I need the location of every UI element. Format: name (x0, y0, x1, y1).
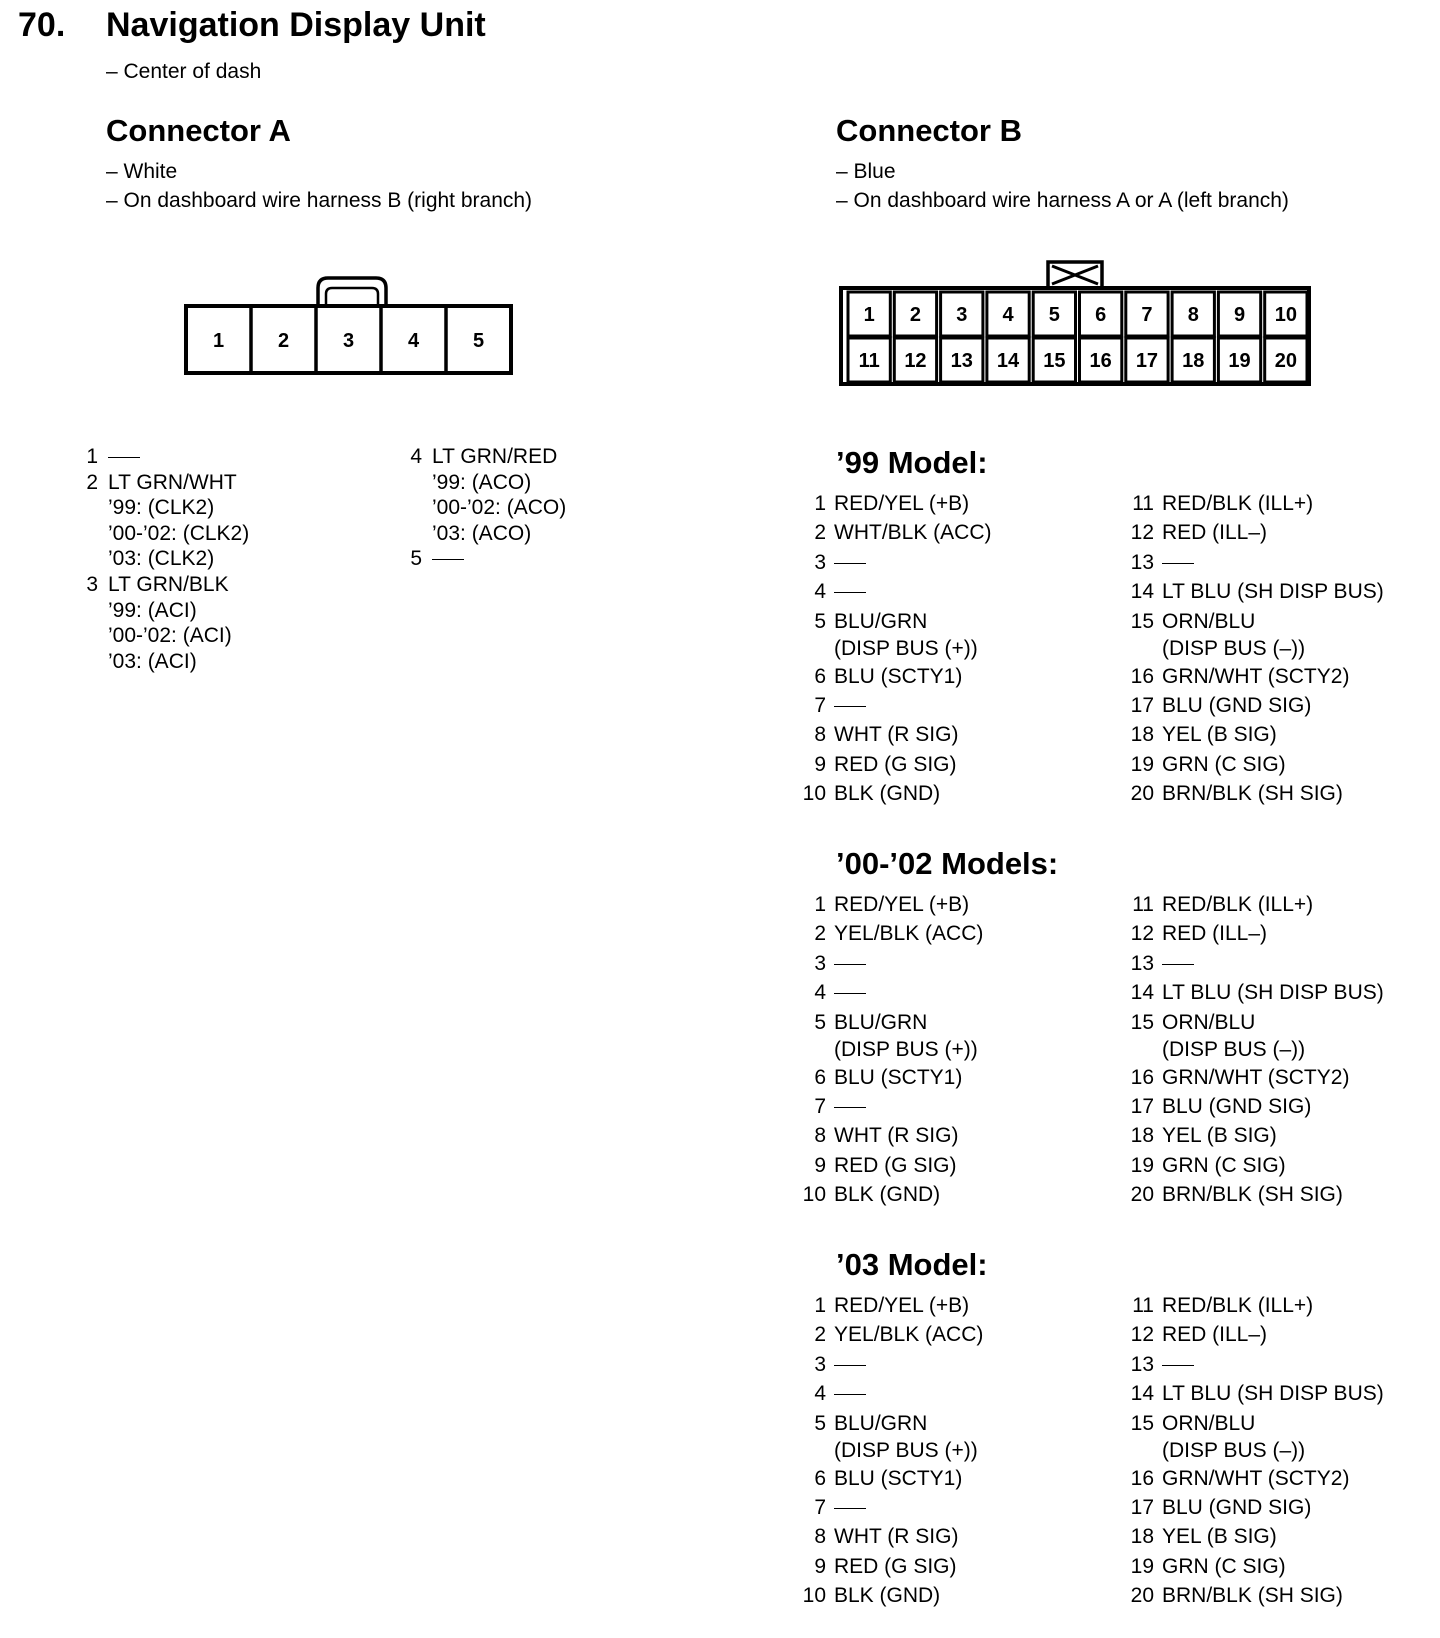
pin-description: ORN/BLU (1162, 1010, 1256, 1034)
pin-row (796, 1063, 1106, 1092)
pin-description: ’99: (CLK2) (108, 496, 215, 520)
pin-description: WHT (R SIG) (834, 1124, 959, 1148)
pin-row (1124, 1063, 1434, 1092)
pin-description: GRN (C SIG) (1162, 1153, 1286, 1177)
pin-number: 12 (1130, 521, 1154, 545)
pin-row (1124, 1037, 1434, 1063)
pin-number: 19 (1130, 1554, 1154, 1578)
pin-description: ORN/BLU (1162, 609, 1256, 633)
connector-b-terminal-3: 3 (956, 304, 968, 326)
pin-description: BRN/BLK (SH SIG) (1162, 782, 1343, 806)
connector-b-terminal-1: 1 (863, 304, 875, 326)
pin-row (1124, 978, 1434, 1007)
pin-description: BLU (GND SIG) (1162, 1495, 1312, 1519)
pin-row (796, 1151, 1106, 1180)
pin-number: 4 (814, 1382, 826, 1406)
pin-row (1124, 1522, 1434, 1551)
pin-description: RED (G SIG) (834, 1153, 957, 1177)
model-99-pins-left (796, 489, 1106, 809)
pin-description: BLU (GND SIG) (1162, 693, 1312, 717)
pin-row (796, 662, 1106, 691)
pin-description: BLU (SCTY1) (834, 1466, 963, 1490)
pin-number: 14 (1130, 981, 1154, 1005)
pin-row (1124, 949, 1434, 978)
pin-row (1124, 607, 1434, 636)
pin-number: 10 (802, 1183, 826, 1207)
connector-b-terminal-18: 18 (1182, 350, 1205, 372)
pin-description: RED/BLK (ILL+) (1162, 1294, 1314, 1317)
pin-number: 6 (814, 1466, 826, 1490)
pin-row (1124, 691, 1434, 720)
pin-description: BLK (GND) (834, 1183, 941, 1207)
pin-row (1124, 518, 1434, 547)
pin-description: BLK (GND) (834, 1584, 941, 1608)
pin-row (1124, 720, 1434, 749)
pin-number: 19 (1130, 752, 1154, 776)
pin-description: (DISP BUS (–)) (1162, 1438, 1306, 1462)
pin-row (1124, 1291, 1434, 1320)
pin-number: 7 (814, 693, 826, 717)
pin-row (796, 1552, 1106, 1581)
pin-number: 9 (814, 1554, 826, 1578)
pin-description (830, 548, 866, 577)
no-wire-dash (1162, 1365, 1194, 1366)
model-00-02-pins-left (796, 890, 1106, 1210)
pin-number: 18 (1130, 723, 1154, 747)
connector-a-color: – White (106, 160, 178, 183)
pin-number: 8 (814, 1525, 826, 1549)
pin-row (796, 1291, 1106, 1320)
connector-b-color: – Blue (836, 160, 896, 183)
pin-description: WHT (R SIG) (834, 723, 959, 747)
pin-number: 14 (1130, 580, 1154, 604)
pin-number: 20 (1130, 1183, 1154, 1207)
connector-b-terminal-19: 19 (1228, 350, 1251, 372)
pin-description: RED/BLK (ILL+) (1162, 492, 1314, 515)
model-03-title: ’03 Model: (836, 1247, 988, 1282)
pin-number: 8 (814, 723, 826, 747)
pin-number: 11 (1132, 893, 1154, 916)
model-99-pins-right (1124, 489, 1434, 809)
pin-row (1124, 1092, 1434, 1121)
pin-row (1124, 1151, 1434, 1180)
pin-row (796, 779, 1106, 808)
no-wire-dash (834, 592, 866, 593)
connector-b-terminal-11: 11 (858, 350, 880, 372)
pin-description (830, 1493, 866, 1522)
pin-description: YEL (B SIG) (1162, 1124, 1277, 1148)
connector-b-terminal-7: 7 (1141, 304, 1153, 326)
pin-description: ’03: (ACO) (432, 521, 532, 545)
pin-number: 7 (814, 1094, 826, 1118)
pin-number: 5 (814, 1411, 826, 1435)
pin-description (830, 949, 866, 978)
connector-a-pins-right (408, 444, 708, 572)
connector-b-terminal-14: 14 (996, 350, 1020, 372)
pin-description: (DISP BUS (–)) (1162, 636, 1306, 660)
pin-description: ’00-’02: (ACI) (108, 624, 232, 648)
connector-a-terminal-4: 4 (407, 330, 420, 352)
pin-number: 4 (410, 445, 422, 468)
pin-row (84, 649, 384, 675)
pin-description: RED/BLK (ILL+) (1162, 893, 1314, 916)
pin-row (796, 919, 1106, 948)
pin-row (1124, 1552, 1434, 1581)
pin-description: RED (ILL–) (1162, 1323, 1268, 1347)
pin-row (796, 1121, 1106, 1150)
connector-b-terminal-12: 12 (904, 350, 927, 372)
connector-b-terminal-15: 15 (1043, 350, 1066, 372)
connector-a-harness: – On dashboard wire harness B (right branch) (106, 189, 533, 212)
pin-number: 17 (1130, 693, 1154, 717)
connector-a-terminal-5: 5 (472, 330, 485, 352)
pin-row (796, 1379, 1106, 1408)
pin-number: 5 (814, 609, 826, 633)
pin-row (1124, 1493, 1434, 1522)
pin-row (796, 1464, 1106, 1493)
no-wire-dash (834, 993, 866, 994)
connector-a-terminal-2: 2 (277, 330, 290, 352)
pin-description: GRN/WHT (SCTY2) (1162, 1065, 1350, 1089)
pin-row (84, 444, 384, 470)
pin-row (1124, 1438, 1434, 1464)
pin-number: 11 (1132, 1294, 1154, 1317)
pin-row (1124, 1180, 1434, 1209)
pin-row (796, 890, 1106, 919)
pin-row (796, 607, 1106, 636)
pin-description: BLU (SCTY1) (834, 1065, 963, 1089)
pin-row (1124, 1379, 1434, 1408)
pin-number: 20 (1130, 1584, 1154, 1608)
connector-b-terminal-9: 9 (1233, 304, 1246, 326)
pin-description: RED/YEL (+B) (834, 492, 970, 515)
pin-row (1124, 548, 1434, 577)
pin-description: ’99: (ACI) (108, 598, 197, 622)
no-wire-dash (834, 964, 866, 965)
pin-number: 3 (86, 572, 98, 596)
pin-description: BLK (GND) (834, 782, 941, 806)
pin-row (796, 1320, 1106, 1349)
pin-number: 1 (814, 492, 826, 515)
pin-row (1124, 1320, 1434, 1349)
pin-description: WHT (R SIG) (834, 1525, 959, 1549)
pin-description (830, 691, 866, 720)
pin-row (408, 444, 708, 470)
pin-description: LT BLU (SH DISP BUS) (1162, 580, 1384, 604)
pin-number: 5 (410, 547, 422, 571)
pin-description (1158, 1350, 1194, 1379)
pin-description: (DISP BUS (+)) (834, 636, 978, 660)
model-99-title: ’99 Model: (836, 445, 988, 480)
pin-description: ’03: (CLK2) (108, 547, 215, 571)
pin-description: BRN/BLK (SH SIG) (1162, 1584, 1343, 1608)
pin-row (408, 470, 708, 496)
pin-number: 4 (814, 580, 826, 604)
connector-a-title: Connector A (106, 113, 291, 148)
pin-row (1124, 577, 1434, 606)
pin-number: 20 (1130, 782, 1154, 806)
pin-number: 2 (814, 1323, 826, 1347)
pin-description: WHT/BLK (ACC) (834, 521, 992, 545)
pin-description: ’00-’02: (ACO) (432, 496, 567, 520)
pin-number: 9 (814, 752, 826, 776)
pin-row (796, 691, 1106, 720)
no-wire-dash (108, 457, 140, 458)
pin-row (84, 546, 384, 572)
pin-row (796, 1008, 1106, 1037)
pin-description: BLU (SCTY1) (834, 664, 963, 688)
connector-b-terminal-8: 8 (1187, 304, 1199, 326)
pin-row (408, 495, 708, 521)
model-00-02-pins-right (1124, 890, 1434, 1210)
pin-description: (DISP BUS (–)) (1162, 1037, 1306, 1061)
pin-row (796, 577, 1106, 606)
no-wire-dash (834, 1508, 866, 1509)
pin-number: 10 (802, 782, 826, 806)
connector-b-terminal-4: 4 (1002, 304, 1014, 326)
pin-description (830, 1092, 866, 1121)
pin-row (1124, 919, 1434, 948)
pin-row (84, 598, 384, 624)
pin-description: GRN (C SIG) (1162, 1554, 1286, 1578)
pin-description (830, 577, 866, 606)
pin-number: 3 (814, 550, 826, 574)
no-wire-dash (1162, 563, 1194, 564)
pin-number: 15 (1130, 1411, 1154, 1435)
connector-b-diagram (838, 258, 1318, 392)
connector-b-terminal-20: 20 (1274, 350, 1297, 372)
pin-row (1124, 1008, 1434, 1037)
pin-row (796, 518, 1106, 547)
pin-description (1158, 548, 1194, 577)
pin-description: RED (G SIG) (834, 1554, 957, 1578)
pin-row (796, 489, 1106, 518)
pin-number: 1 (814, 893, 826, 916)
pin-description: LT BLU (SH DISP BUS) (1162, 981, 1384, 1005)
connector-b-terminal-2: 2 (909, 304, 922, 326)
pin-description (104, 444, 140, 470)
pin-number: 12 (1130, 922, 1154, 946)
pin-row (84, 572, 384, 598)
no-wire-dash (834, 1107, 866, 1108)
pin-description (830, 1350, 866, 1379)
connector-b-terminal-6: 6 (1095, 304, 1107, 326)
pin-description: BRN/BLK (SH SIG) (1162, 1183, 1343, 1207)
connector-b-title: Connector B (836, 113, 1022, 148)
pin-number: 3 (814, 1352, 826, 1376)
pin-number: 15 (1130, 609, 1154, 633)
pin-number: 17 (1130, 1094, 1154, 1118)
pin-row (84, 495, 384, 521)
pin-number: 2 (86, 470, 98, 494)
pin-description: LT GRN/RED (432, 445, 558, 468)
pin-row (796, 1522, 1106, 1551)
pin-number: 18 (1130, 1525, 1154, 1549)
pin-row (796, 548, 1106, 577)
pin-description: LT BLU (SH DISP BUS) (1162, 1382, 1384, 1406)
pin-row (408, 521, 708, 547)
connector-b-harness: – On dashboard wire harness A or A (left branch) (836, 189, 1289, 212)
pin-row (84, 623, 384, 649)
connector-a-terminal-3: 3 (342, 330, 355, 352)
pin-description: YEL (B SIG) (1162, 723, 1277, 747)
pin-description: GRN (C SIG) (1162, 752, 1286, 776)
pin-description: ORN/BLU (1162, 1411, 1256, 1435)
pin-number: 11 (1132, 492, 1154, 515)
pin-description: ’99: (ACO) (432, 470, 532, 494)
pin-number: 16 (1130, 1466, 1154, 1490)
pin-description: RED/YEL (+B) (834, 893, 970, 916)
pin-row (1124, 1350, 1434, 1379)
pin-row (1124, 750, 1434, 779)
connector-b-terminal-17: 17 (1135, 350, 1159, 372)
no-wire-dash (834, 1394, 866, 1395)
pin-row (796, 978, 1106, 1007)
pin-description: BLU/GRN (834, 1010, 928, 1034)
pin-number: 13 (1130, 1352, 1154, 1376)
pin-number: 2 (814, 922, 826, 946)
connector-b-terminal-16: 16 (1089, 350, 1112, 372)
pin-description: RED (G SIG) (834, 752, 957, 776)
pin-row (1124, 636, 1434, 662)
pin-description (830, 978, 866, 1007)
pin-description: (DISP BUS (+)) (834, 1037, 978, 1061)
pin-row (84, 470, 384, 496)
pin-row (796, 1092, 1106, 1121)
pin-number: 3 (814, 951, 826, 975)
pin-row (796, 720, 1106, 749)
pin-number: 7 (814, 1495, 826, 1519)
pin-description: ’00-’02: (CLK2) (108, 521, 250, 545)
connector-b-terminal-10: 10 (1274, 304, 1297, 326)
no-wire-dash (834, 706, 866, 707)
pin-number: 13 (1130, 550, 1154, 574)
pin-description: RED (ILL–) (1162, 521, 1268, 545)
pin-description (830, 1379, 866, 1408)
connector-a-pins-left (84, 444, 384, 674)
pin-row (796, 1581, 1106, 1610)
pin-number: 5 (814, 1010, 826, 1034)
no-wire-dash (834, 563, 866, 564)
pin-row (796, 949, 1106, 978)
pin-description: YEL/BLK (ACC) (834, 1323, 984, 1347)
pin-number: 16 (1130, 664, 1154, 688)
pin-number: 12 (1130, 1323, 1154, 1347)
pin-description: RED/YEL (+B) (834, 1294, 970, 1317)
connector-b-terminal-13: 13 (950, 350, 973, 372)
pin-description: LT GRN/BLK (108, 572, 229, 596)
pin-number: 10 (802, 1584, 826, 1608)
pin-row (796, 636, 1106, 662)
pin-description (428, 546, 464, 572)
pin-row (796, 1438, 1106, 1464)
pin-description: ’03: (ACI) (108, 649, 197, 673)
pin-number: 1 (86, 445, 98, 468)
pin-row (84, 521, 384, 547)
pin-row (796, 1409, 1106, 1438)
pin-row (1124, 1464, 1434, 1493)
pin-number: 1 (814, 1294, 826, 1317)
pin-number: 14 (1130, 1382, 1154, 1406)
pin-number: 6 (814, 1065, 826, 1089)
pin-number: 4 (814, 981, 826, 1005)
pin-row (796, 750, 1106, 779)
connector-a-diagram (180, 270, 520, 380)
pin-number: 6 (814, 664, 826, 688)
pin-row (1124, 890, 1434, 919)
page-title: Navigation Display Unit (106, 6, 486, 44)
model-03-pins-left (796, 1291, 1106, 1611)
pin-row (1124, 779, 1434, 808)
pin-row (796, 1493, 1106, 1522)
no-wire-dash (1162, 964, 1194, 965)
no-wire-dash (834, 1365, 866, 1366)
component-location: – Center of dash (106, 60, 262, 83)
pin-row (1124, 1121, 1434, 1150)
pin-number: 18 (1130, 1124, 1154, 1148)
pin-row (1124, 1409, 1434, 1438)
pin-description: YEL/BLK (ACC) (834, 922, 984, 946)
model-00-02-title: ’00-’02 Models: (836, 846, 1059, 881)
pin-row (1124, 662, 1434, 691)
no-wire-dash (432, 559, 464, 560)
pin-row (408, 546, 708, 572)
pin-description: GRN/WHT (SCTY2) (1162, 664, 1350, 688)
connector-a-terminal-1: 1 (212, 330, 225, 352)
pin-row (796, 1037, 1106, 1063)
pin-description: LT GRN/WHT (108, 470, 237, 494)
pin-description: (DISP BUS (+)) (834, 1438, 978, 1462)
pin-number: 19 (1130, 1153, 1154, 1177)
connector-b-terminal-5: 5 (1048, 304, 1060, 326)
pin-number: 17 (1130, 1495, 1154, 1519)
pin-number: 15 (1130, 1010, 1154, 1034)
pin-row (796, 1350, 1106, 1379)
pin-row (1124, 489, 1434, 518)
pin-description: GRN/WHT (SCTY2) (1162, 1466, 1350, 1490)
pin-number: 16 (1130, 1065, 1154, 1089)
model-03-pins-right (1124, 1291, 1434, 1611)
pin-number: 13 (1130, 951, 1154, 975)
pin-description: BLU/GRN (834, 1411, 928, 1435)
pin-number: 9 (814, 1153, 826, 1177)
pin-description: BLU (GND SIG) (1162, 1094, 1312, 1118)
pin-number: 8 (814, 1124, 826, 1148)
pin-number: 2 (814, 521, 826, 545)
pin-description (1158, 949, 1194, 978)
pin-description: RED (ILL–) (1162, 922, 1268, 946)
pin-row (1124, 1581, 1434, 1610)
section-number: 70. (18, 6, 66, 44)
pin-description: BLU/GRN (834, 609, 928, 633)
pin-row (796, 1180, 1106, 1209)
pin-description: YEL (B SIG) (1162, 1525, 1277, 1549)
